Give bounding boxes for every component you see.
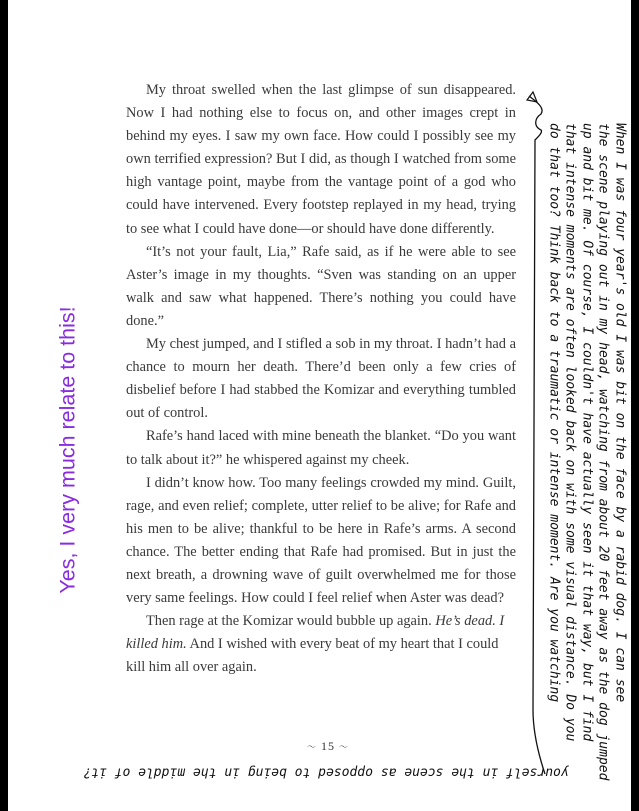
paragraph: “It’s not your fault, Lia,” Rafe said, as if he were able to see Aster’s image in my thoughts. “Sven was standing on an upper walk and saw what happened. There’s nothing you could have done.” <box>126 243 516 329</box>
paragraph: My chest jumped, and I stifled a sob in my throat. I hadn’t had a chance to mourn her death. There’d been only a few cries of disbelief before I had stabbed the Komizar and everything tumbled out of control. <box>126 336 516 422</box>
side-annotation: Yes, I very much relate to this! <box>55 306 80 594</box>
paragraph: My throat swelled when the last glimpse of sun disappeared. Now I had nothing else to focus on, and other images crept in behind my eyes. I saw my own face. How could I possibly see my own terrified expression? But I did, as though I watched from some high vantage point, maybe from the vantage point of a god who could have intervened. Every footstep replayed in my head, trying to see what I could have done—or should have done differently. <box>126 82 516 237</box>
last-text-italic: He’s dead. I killed him. <box>126 613 505 653</box>
paragraph: Rafe’s hand laced with mine beneath the blanket. “Do you want to talk about it?” he whispered against my cheek. <box>126 428 516 468</box>
last-text-before: Then rage at the Komizar would bubble up again. <box>146 613 436 630</box>
book-page <box>8 0 631 811</box>
paragraph: I didn’t know how. Too many feelings crowded my mind. Guilt, rage, and even relief; complete, utter relief to be alive; for Rafe and his men to be alive; thankful to be here in Rafe’s arms. A second chance. The better ending that Rafe had promised. But in just the next breath, a drowning wave of guilt overwhelmed me for those very same feelings. How could I feel relief when Aster was dead? <box>126 474 516 607</box>
body-text <box>126 79 516 679</box>
page-number-text: 15 <box>321 739 335 753</box>
last-text-after: And I wished with every beat of my heart that I could kill him all over again. <box>126 636 499 676</box>
page-number <box>278 739 378 754</box>
ornament-right-icon: 〜 <box>339 742 350 752</box>
ornament-left-icon: 〜 <box>306 742 317 752</box>
paragraph-last <box>126 610 516 679</box>
handwritten-annotation: When I was four year's old I was bit on the face by a rabid dog. I can see the scene playing out in my head, watching from about 20 feet away as the dog jumped up and bit me. Of course, I couldn't have actually seen it that way, but I find that intense moments are often looked back on with some visual distance. Do you do that too? Think back to a traumatic or intense moment. Are you watching <box>546 123 628 781</box>
handwritten-annotation-bottom: yourself in the scene as opposed to being in the middle of it? <box>83 764 569 780</box>
